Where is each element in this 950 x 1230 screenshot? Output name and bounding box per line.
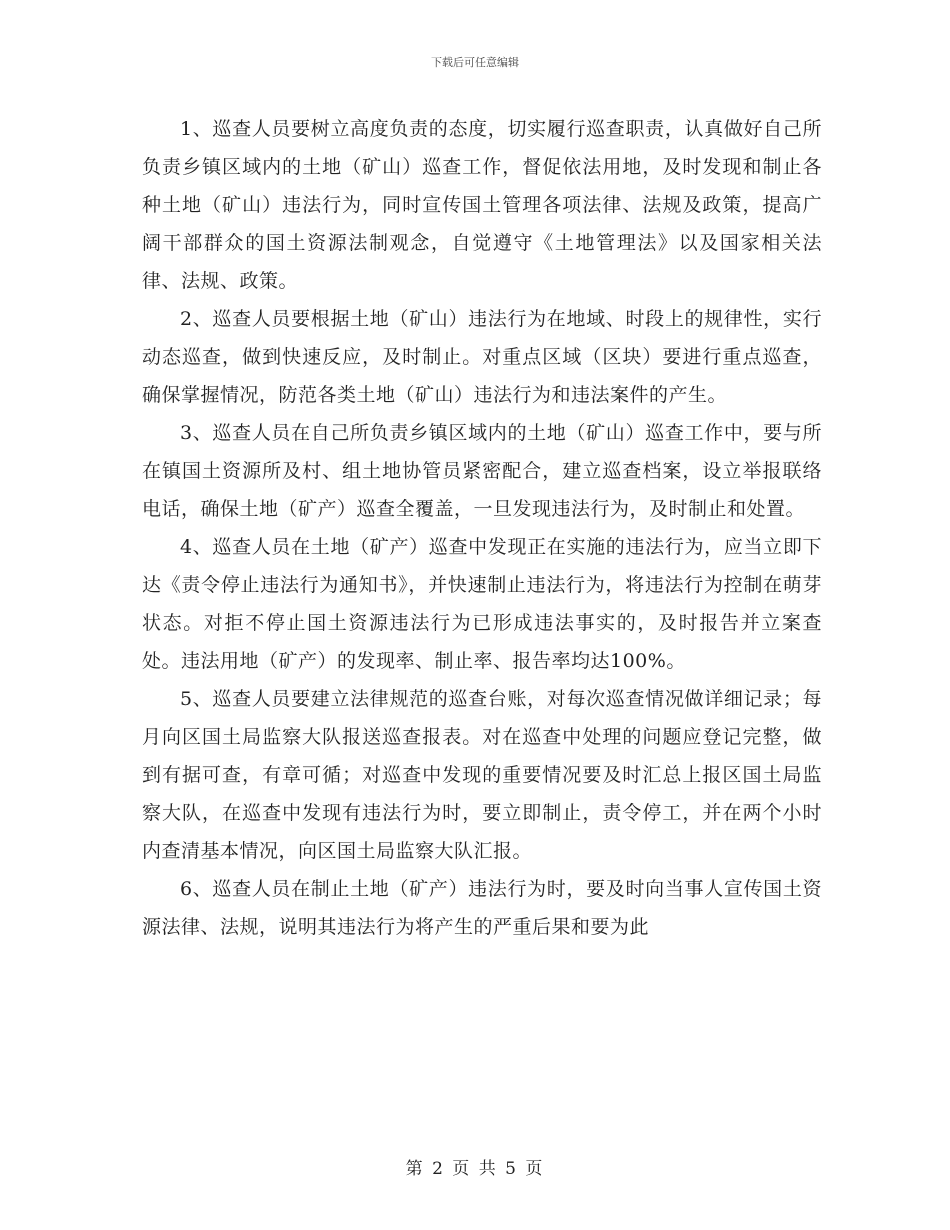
paragraph-6: 6、巡查人员在制止土地（矿产）违法行为时，要及时向当事人宣传国土资源法律、法规，说明其违法行为将产生的严重后果和要为此 [142,878,822,938]
paragraph-4: 4、巡查人员在土地（矿产）巡查中发现正在实施的违法行为，应当立即下达《责令停止违法行为通知书》，并快速制止违法行为，将违法行为控制在萌芽状态。对拒不停止国土资源违法行为已形成违法事实的，及时报告并立案查处。违法用地（矿产）的发现率、制止率、报告率均达100%。 [142,536,822,672]
header-note: 下载后可任意编辑 [431,56,519,69]
paragraph-2: 2、巡查人员要根据土地（矿山）违法行为在地域、时段上的规律性，实行动态巡查，做到快速反应，及时制止。对重点区域（区块）要进行重点巡查，确保掌握情况，防范各类土地（矿山）违法行为和违法案件的产生。 [142,308,822,406]
paragraph-5: 5、巡查人员要建立法律规范的巡查台账，对每次巡查情况做详细记录；每月向区国土局监察大队报送巡查报表。对在巡查中处理的问题应登记完整，做到有据可查，有章可循；对巡查中发现的重要情况要及时汇总上报区国土局监察大队，在巡查中发现有违法行为时，要立即制止，责令停工，并在两个小时内查清基本情况，向区国土局监察大队汇报。 [142,688,822,862]
paragraph-3: 3、巡查人员在自己所负责乡镇区域内的土地（矿山）巡查工作中，要与所在镇国土资源所及村、组土地协管员紧密配合，建立巡查档案，设立举报联络电话，确保土地（矿产）巡查全覆盖，一旦发现违法行为，及时制止和处置。 [142,422,822,520]
document-body [142,110,822,946]
page-footer: 第 2 页 共 5 页 [405,1159,545,1179]
paragraph-1: 1、巡查人员要树立高度负责的态度，切实履行巡查职责，认真做好自己所负责乡镇区域内的土地（矿山）巡查工作，督促依法用地，及时发现和制止各种土地（矿山）违法行为，同时宣传国土管理各项法律、法规及政策，提高广阔干部群众的国土资源法制观念，自觉遵守《土地管理法》以及国家相关法律、法规、政策。 [142,118,822,292]
